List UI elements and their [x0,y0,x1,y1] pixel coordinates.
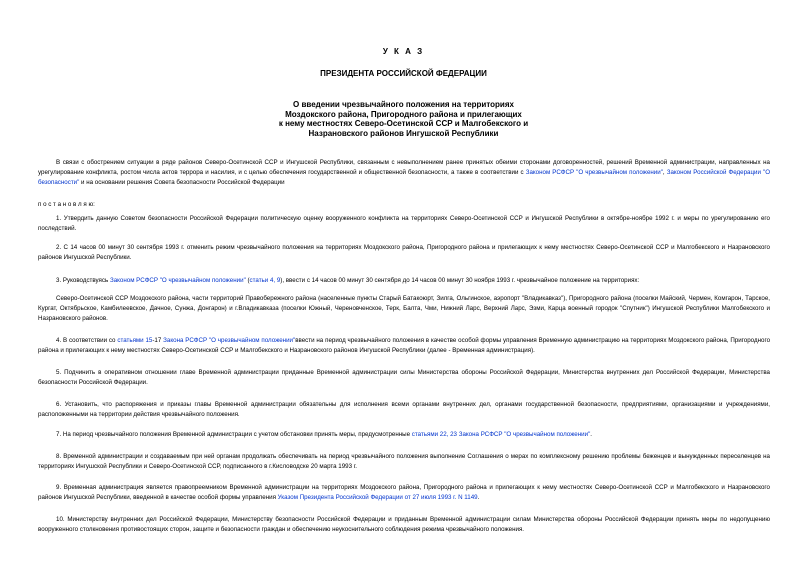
item-text: . [590,431,593,438]
title-line: к нему местностях Северо-Осетинской ССР и Малгобекского и [278,119,529,128]
item-text: 5. Подчинить в оперативном отношении главе Временной администрации приданные Временной администрации силы Министерства обороны Российской Федерации, Министерства внутренних дел Российской Федерации, Министерства безопасности Российской Федерации. [38,369,770,387]
link-article-15[interactable]: статьями 15 [117,337,153,344]
decree-heading: У К А З [382,47,425,56]
preamble-text: В связи с обострением ситуации в ряде районов Северо-Осетинской ССР и Ингушской Республики, связанным с невыполнением ранее принятых обеими сторонами договоренностей, решений Временной администрации, направленных на урегулирование конфликта, ростом числа актов террора и насилия, и с целью обеспечения государственной и общественной безопасности, а также в соответствии с [38,159,770,177]
title-line: О введении чрезвычайного положения на территориях [293,100,514,109]
postanovlyayu: п о с т а н о в л я ю: [38,201,95,208]
item-text: 7. На период чрезвычайного положения Временной администрации с учетом обстановки принять меры, предусмотренные [56,431,412,438]
link-law-emergency[interactable]: Законом РСФСР "О чрезвычайном положении" [525,169,663,177]
link-law-emergency[interactable]: Законом РСФСР "О чрезвычайном положении" [109,277,246,284]
preamble-text: и на основании решения Совета безопасности Российской Федерации [79,179,285,187]
item-5 [38,368,770,388]
item-3-territories [38,294,770,325]
item-10 [38,515,770,535]
link-law-security[interactable]: Законом Российской Федерации "О безопасности" [38,169,771,187]
item-text: 1. Утвердить данную Советом безопасности Российской Федерации политическую оценку вооруженного конфликта на территориях Северо-Осетинской ССР и Ингушской Республики в октябре-ноябре 1992 г. и меры по урегулированию его последствий. [38,215,770,233]
item-6 [38,400,770,420]
item-7 [38,430,770,440]
item-text: 10. Министерству внутренних дел Российской Федерации, Министерству безопасности Российской Федерации и приданным Временной администрации силам Министерства обороны Российской Федерации принять меры по недопущению вооруженного столкновения противостоящих сторон, защите и безопасности граждан и обеспечению неукоснительного соблюдения режима чрезвычайного положения. [38,516,770,534]
item-text: Северо-Осетинской ССР Моздокского района, части территорий Правобережного района (населенные пункты Старый Батакоюрт, Зилга, Ольгинское, аэропорт "Владикавказ"), Пригородного района (поселки Майский, Чермен, Комгарон, Тарское, Кургат, Октябрьское, Камбилеевское, Дачное, Сунжа, Донгарон) и г.Владикавказа (поселки Южный, Череновченское, Терк, Балта, Чми, Нижний Ларс, Верхний Ларс, Эзми, Карца военный городок "Спутник") Ингушской Республики Малгобекского и Назрановского районов. [38,295,770,323]
item-text: ( [245,277,250,284]
link-law-emergency[interactable]: Закона РСФСР "О чрезвычайном положении" [163,337,296,344]
item-9 [38,483,770,503]
item-text: 8. Временной администрации и создаваемым при ней органам продолжать обеспечивать на период чрезвычайного положения выполнение Соглашения о мерах по комплексному решению проблемы беженцев и вынужденных переселенцев на территориях Ингушской Республики и Северо-Осетинской ССР, подписанного в г.Кисловодске 20 марта 1993 г. [38,453,770,471]
item-3 [38,276,770,286]
item-text: 6. Установить, что распоряжения и приказы главы Временной администрации обязательны для исполнения всеми органами внутренних дел, органами государственной безопасности, предприятиями, организациями и учреждениями, расположенными на территории действия чрезвычайного положения. [38,401,770,419]
item-2 [38,243,770,263]
item-text: 9. Временная администрация является правопреемником Временной администрации на территориях Моздокского района, Пригородного района и прилегающих к нему местностях Северо-Осетинской ССР и Малгобекского и Назрановского районов Ингушской Республики, введенной в качестве особой формы управления [38,484,770,502]
title-line: Назрановского районов Ингушской Республики [308,128,499,138]
item-text: 3. Руководствуясь [56,277,110,284]
item-text: . [477,494,480,502]
link-articles-22-23[interactable]: статьями 22, 23 Закона РСФСР "О чрезвычайном положении" [411,431,591,438]
item-text: 4. В соответствии со [56,337,118,344]
item-8 [38,452,770,472]
preamble-paragraph [38,158,770,189]
item-4 [38,336,770,356]
preamble-text: , [662,169,667,177]
item-text: ), ввести с 14 часов 00 минут 30 сентября до 14 часов 00 минут 30 ноября 1993 г. чрезвычайное положение на территориях: [280,277,640,284]
title-line: Моздокского района, Пригородного района и прилегающих [285,109,522,119]
item-text: -17 [152,337,164,344]
item-text: 2. С 14 часов 00 минут 30 сентября 1993 г. отменить режим чрезвычайного положения на территориях Моздокского района, Пригородного района и прилегающих к нему местностях Северо-Осетинской ССР и Малгобекского и Назрановского районов Ингушской Республики. [38,244,770,262]
president-heading: ПРЕЗИДЕНТА РОССИЙСКОЙ ФЕДЕРАЦИИ [320,69,487,78]
decree-title [0,100,807,138]
item-1 [38,214,770,234]
link-articles-4-9[interactable]: статьи 4, 9 [249,277,281,284]
link-decree-1149[interactable]: Указом Президента Российской Федерации от 27 июля 1993 г. N 1149 [277,494,478,502]
item-text: ввести на период чрезвычайного положения в качестве особой формы управления Временную администрацию на территориях Моздокского района, Пригородного района и прилегающих к нему местностях Северо-Осетинской ССР и Малгобекского и Назрановского районов Ингушской Республики (далее - Временная администрация). [38,337,771,355]
